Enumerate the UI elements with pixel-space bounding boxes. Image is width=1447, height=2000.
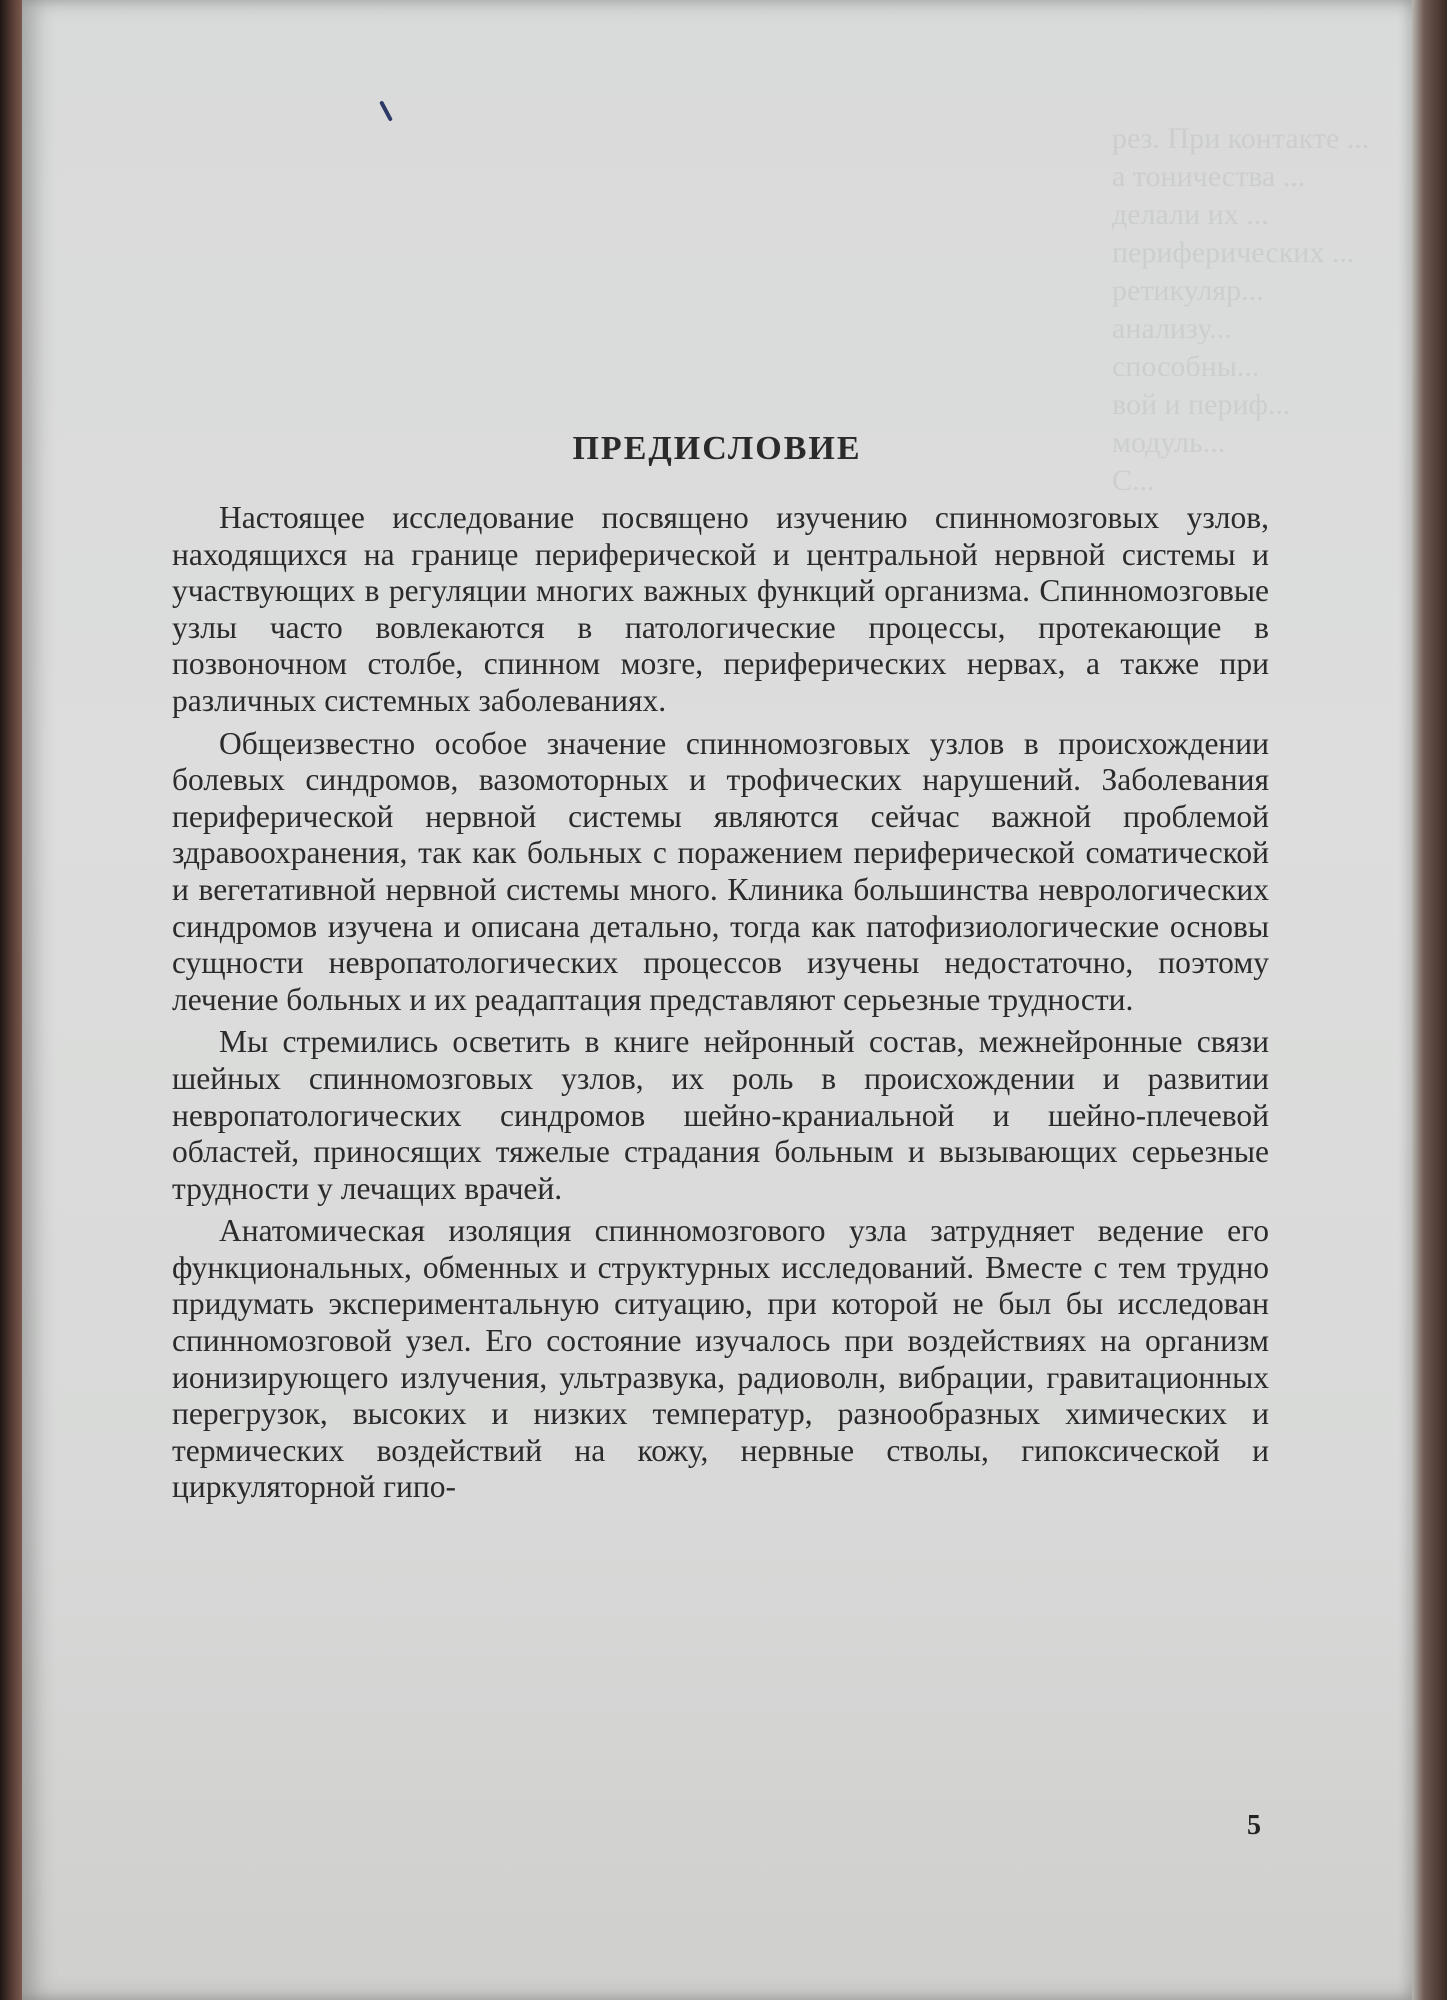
bleed-through-text: рез. При контакте ... а тоничества ... делали их ... периферических ... ретикуляр... анализу... способны... вой и периф... модуль... С...	[1112, 122, 1370, 497]
paragraph-1: Настоящее исследование посвящено изучению спинномозговых узлов, находящихся на границе периферической и центральной нервной системы и участвующих в регуляции многих важных функций организма. Спинномозговые узлы часто вовлекаются в патологические процессы, протекающие в позвоночном столбе, спинном мозге, периферических нервах, а также при различных системных заболеваниях.	[172, 500, 1269, 718]
page-number: 5	[1247, 1810, 1261, 1841]
book-spine-edge	[0, 0, 22, 2000]
paragraph-3: Мы стремились осветить в книге нейронный состав, межнейронные связи шейных спинномозговых узлов, их роль в происхождении и развитии невропатологических синдромов шейно-краниальной и шейно-плечевой областей, приносящих тяжелые страдания больным и вызывающих серьезные трудности у лечащих врачей.	[172, 1024, 1269, 1206]
pen-mark	[379, 100, 393, 121]
page-title: ПРЕДИСЛОВИЕ	[572, 430, 862, 467]
page-right-edge	[1412, 0, 1447, 2000]
preface-body	[172, 500, 1269, 1512]
book-page	[22, 0, 1412, 2000]
paragraph-2: Общеизвестно особое значение спинномозговых узлов в происхождении болевых синдромов, вазомоторных и трофических нарушений. Заболевания периферической нервной системы являются сейчас важной проблемой здравоохранения, так как больных с поражением периферической соматической и вегетативной нервной системы много. Клиника большинства неврологических синдромов изучена и описана детально, тогда как патофизиологические основы сущности невропатологических процессов изучены недостаточно, поэтому лечение больных и их реадаптация представляют серьезные трудности.	[172, 725, 1269, 1017]
paragraph-4: Анатомическая изоляция спинномозгового узла затрудняет ведение его функциональных, обменных и структурных исследований. Вместе с тем трудно придумать экспериментальную ситуацию, при которой не был бы исследован спинномозговой узел. Его состояние изучалось при воздействиях на организм ионизирующего излучения, ультразвука, радиоволн, вибрации, гравитационных перегрузок, высоких и низких температур, разнообразных химических и термических воздействий на кожу, нервные стволы, гипоксической и циркуляторной гипо-	[172, 1213, 1269, 1505]
